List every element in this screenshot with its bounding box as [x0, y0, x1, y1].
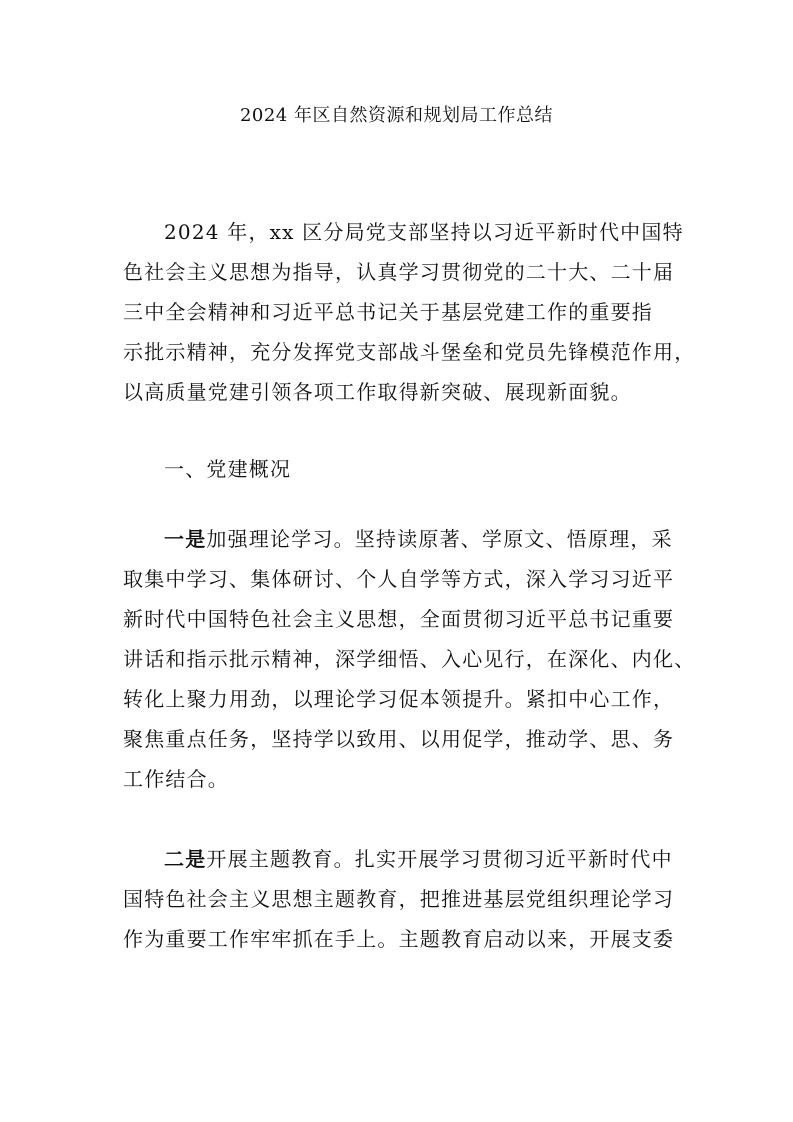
- intro-line: 三中全会精神和习近平总书记关于基层党建工作的重要指: [123, 300, 653, 324]
- item-two-lead: 二是: [164, 847, 207, 871]
- item-one-first-line: [164, 525, 673, 553]
- item-one-line: 新时代中国特色社会主义思想，全面贯彻习近平总书记重要: [123, 607, 675, 631]
- intro-line: 以高质量党建引领各项工作取得新突破、展现新面貌。: [123, 380, 632, 404]
- item-two-line: 国特色社会主义思想主题教育，把推进基层党组织理论学习: [123, 887, 675, 911]
- item-one-lead: 一是: [164, 527, 207, 551]
- section-heading: 一、党建概况: [164, 457, 292, 481]
- intro-line: 示批示精神，充分发挥党支部战斗堡垒和党员先锋模范作用，: [123, 340, 696, 364]
- page-title: 2024 年区自然资源和规划局工作总结: [239, 105, 554, 126]
- item-one-first-line-text: 加强理论学习。坚持读原著、学原文、悟原理，采: [206, 527, 673, 551]
- item-one-line: 讲话和指示批示精神，深学细悟、入心见行，在深化、内化、: [123, 647, 696, 671]
- intro-line: 2024 年，xx 区分局党支部坚持以习近平新时代中国特: [164, 220, 684, 244]
- item-one-line: 聚焦重点任务，坚持学以致用、以用促学，推动学、思、务: [123, 727, 675, 751]
- item-one-line: 转化上聚力用劲，以理论学习促本领提升。紧扣中心工作，: [123, 687, 675, 711]
- item-two-first-line: [164, 845, 673, 873]
- item-two-line: 作为重要工作牢牢抓在手上。主题教育启动以来，开展支委: [123, 927, 675, 951]
- item-two-first-line-text: 开展主题教育。扎实开展学习贯彻习近平新时代中: [206, 847, 673, 871]
- item-one-line: 取集中学习、集体研讨、个人自学等方式，深入学习习近平: [123, 567, 675, 591]
- item-one-line: 工作结合。: [123, 767, 229, 791]
- intro-line: 色社会主义思想为指导，认真学习贯彻党的二十大、二十届: [123, 260, 675, 284]
